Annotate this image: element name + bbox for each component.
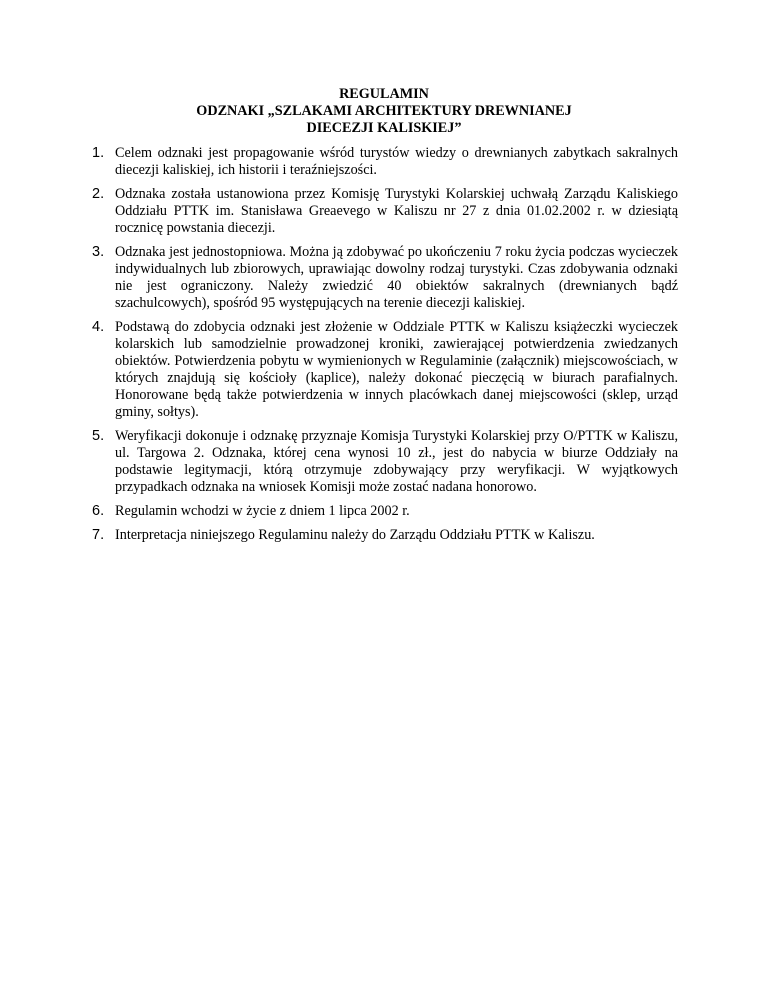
title-line-1: REGULAMIN (339, 86, 429, 102)
rule-number: 2. (92, 186, 105, 202)
rule-item-3 (92, 244, 678, 312)
rule-number: 3. (92, 244, 105, 260)
rule-item-7 (92, 527, 678, 544)
rule-text: Podstawą do zdobycia odznaki jest złożenie w Oddziale PTTK w Kaliszu książeczki wycieczek kolarskich lub samodzielnie prowadzonej kroniki, zawierającej potwierdzenia zwiedzanych obiektów. Potwierdzenia pobytu w wymienionych w Regulaminie (załącznik) miejscowościach, w których znajdują się kościoły (kaplice), należy dokonać pieczęcią w biurach parafialnych. Honorowane będą także potwierdzenia w innych placówkach danej miejscowości (sklep, urząd gminy, sołtys). (115, 319, 678, 420)
rule-number: 1. (92, 145, 105, 161)
rule-text: Odznaka jest jednostopniowa. Można ją zdobywać po ukończeniu 7 roku życia podczas wycieczek indywidualnych lub zbiorowych, uprawiając dowolny rodzaj turystyki. Czas zdobywania odznaki nie jest ograniczony. Należy zwiedzić 40 obiektów sakralnych (drewnianych bądź szachulcowych), spośród 95 występujących na terenie diecezji kaliskiej. (115, 244, 678, 311)
rule-item-4 (92, 319, 678, 421)
title-line-2: ODZNAKI „SZLAKAMI ARCHITEKTURY DREWNIANEJ (196, 103, 572, 119)
rule-text: Odznaka została ustanowiona przez Komisję Turystyki Kolarskiej uchwałą Zarządu Kaliskiego Oddziału PTTK im. Stanisława Greaevego w Kaliszu nr 27 z dnia 01.02.2002 r. w dziesiątą rocznicę powstania diecezji. (115, 186, 678, 236)
rule-item-1 (92, 145, 678, 179)
rule-text: Interpretacja niniejszego Regulaminu należy do Zarządu Oddziału PTTK w Kaliszu. (115, 527, 595, 543)
document-title (0, 86, 768, 137)
rule-item-5 (92, 428, 678, 496)
rule-number: 6. (92, 503, 105, 519)
rule-text: Weryfikacji dokonuje i odznakę przyznaje Komisja Turystyki Kolarskiej przy O/PTTK w Kaliszu, ul. Targowa 2. Odznaka, której cena wynosi 10 zł., jest do nabycia w biurze Oddziały na podstawie legitymacji, którą otrzymuje zdobywający przy weryfikacji. W wyjątkowych przypadkach odznaka na wniosek Komisji może zostać nadana honorowo. (115, 428, 678, 495)
title-line-3: DIECEZJI KALISKIEJ” (306, 120, 462, 136)
rule-number: 7. (92, 527, 105, 543)
rules-list (92, 145, 678, 551)
rule-number: 4. (92, 319, 105, 335)
rule-number: 5. (92, 428, 105, 444)
rule-item-2 (92, 186, 678, 237)
rule-text: Regulamin wchodzi w życie z dniem 1 lipca 2002 r. (115, 503, 410, 519)
rule-text: Celem odznaki jest propagowanie wśród turystów wiedzy o drewnianych zabytkach sakralnych diecezji kaliskiej, ich historii i teraźniejszości. (115, 145, 678, 178)
rule-item-6 (92, 503, 678, 520)
